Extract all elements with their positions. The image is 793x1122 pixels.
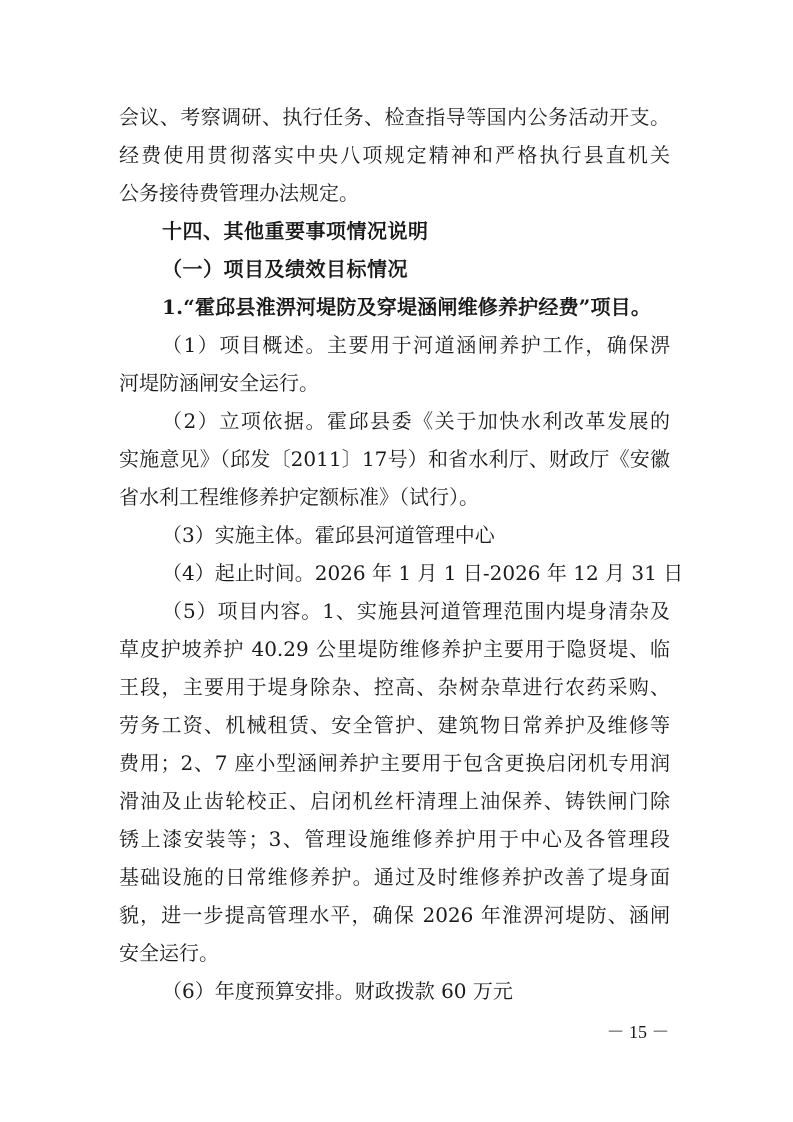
body-text-line: 经费使用贯彻落实中央八项规定精神和严格执行县直机关 bbox=[119, 143, 670, 167]
body-text-line: 草皮护坡养护 40.29 公里堤防维修养护主要用于隐贤堤、临 bbox=[119, 637, 670, 661]
body-text-line: （4）起止时间。2026 年 1 月 1 日-2026 年 12 月 31 日 bbox=[162, 561, 684, 585]
section-heading: 十四、其他重要事项情况说明 bbox=[162, 219, 429, 243]
body-text-line: 王段，主要用于堤身除杂、控高、杂树杂草进行农药采购、 bbox=[119, 675, 670, 699]
body-text-line: （6）年度预算安排。财政拨款 60 万元 bbox=[162, 979, 513, 1003]
body-text-line: （3）实施主体。霍邱县河道管理中心 bbox=[162, 523, 495, 547]
page-number: － 15 － bbox=[606, 1022, 670, 1042]
body-text-line: 省水利工程维修养护定额标准》（试行）。 bbox=[119, 485, 479, 509]
project-title: 1.“霍邱县淮淠河堤防及穿堤涵闸维修养护经费”项目。 bbox=[162, 295, 652, 319]
body-text-line: 实施意见》（邱发〔2011〕17号）和省水利厅、财政厅《安徽 bbox=[119, 447, 670, 471]
body-text-line: 费用；2、7 座小型涵闸养护主要用于包含更换启闭机专用润 bbox=[119, 751, 670, 775]
body-text-line: 公务接待费管理办法规定。 bbox=[119, 181, 359, 205]
body-text-line: 滑油及止齿轮校正、启闭机丝杆清理上油保养、铸铁闸门除 bbox=[119, 789, 670, 813]
body-text-line: 会议、考察调研、执行任务、检查指导等国内公务活动开支。 bbox=[119, 105, 670, 129]
subsection-heading: （一）项目及绩效目标情况 bbox=[162, 257, 408, 281]
body-text-line: 劳务工资、机械租赁、安全管护、建筑物日常养护及维修等 bbox=[119, 713, 670, 737]
body-text-line: 锈上漆安装等；3、管理设施维修养护用于中心及各管理段 bbox=[119, 827, 670, 851]
body-text-line: 河堤防涵闸安全运行。 bbox=[119, 371, 319, 395]
body-text-line: （5）项目内容。1、实施县河道管理范围内堤身清杂及 bbox=[162, 599, 670, 623]
body-text-line: （1）项目概述。主要用于河道涵闸养护工作，确保淠 bbox=[162, 333, 670, 357]
body-text-line: 安全运行。 bbox=[119, 941, 219, 965]
body-text-line: 貌，进一步提高管理水平，确保 2026 年淮淠河堤防、涵闸 bbox=[119, 903, 670, 927]
body-text-line: （2）立项依据。霍邱县委《关于加快水利改革发展的 bbox=[162, 409, 670, 433]
body-text-line: 基础设施的日常维修养护。通过及时维修养护改善了堤身面 bbox=[119, 865, 670, 889]
